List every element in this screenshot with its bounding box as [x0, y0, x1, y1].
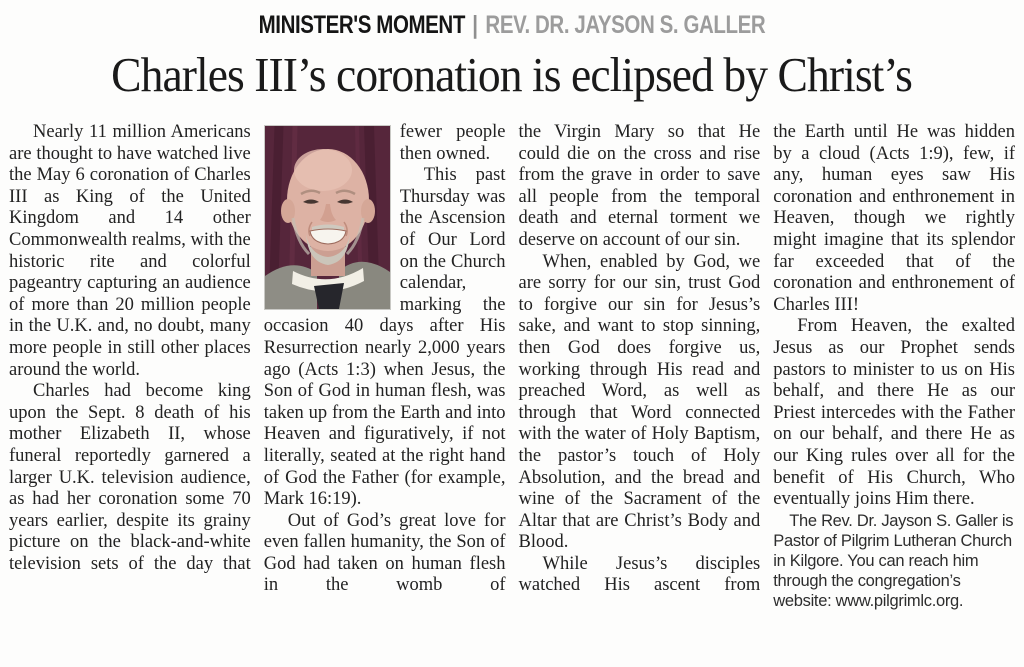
article-paragraph: While Jesus’s disciples watched His ascent from	[518, 553, 761, 596]
article-paragraph: This past Thursday was the Ascension of Our Lord on the Church calendar, marking the occasion 40 days after His Resurrection nearly 2,000 years ago (Acts 1:3) when Jesus, the Son of God in human flesh, was taken up from the Earth and into Heaven and figuratively, if not literally, seated at the right hand of God the Father (for example, Mark 16:19).	[263, 165, 506, 510]
column-3	[519, 122, 761, 666]
portrait-photo	[264, 125, 391, 310]
portrait-illustration	[265, 126, 390, 309]
article-paragraph: Nearly 11 million Americans are thought to have watched live the May 6 coronation of Charles III as King of the United Kingdom and 14 other Commonwealth realms, with the historic rite and colorful pageantry capturing an audience of more than 20 million people in the U.K. and, no doubt, many more people in still other places around the world.	[9, 122, 251, 380]
author-bio: The Rev. Dr. Jayson S. Galler is Pastor of Pilgrim Lutheran Church in Kilgore. You can reach him through the congregation’s website: www.pilgrimlc.org.	[773, 511, 1014, 610]
article-paragraph: Charles had become king upon the Sept. 8 death of his mother Elizabeth II, whose funeral reportedly garnered a larger U.K. television audience, as had her coronation some 70 years earlier, despite its grainy picture on the black-and-white television sets of the day that	[9, 381, 251, 574]
article-paragraph: Out of God’s great love for even fallen humanity, the Son of God had taken on human flesh in the womb of	[263, 510, 506, 596]
kicker-byline: REV. DR. JAYSON S. GALLER	[485, 11, 766, 39]
column-1	[9, 122, 251, 666]
article-paragraph: When, enabled by God, we are sorry for our sin, trust God to forgive our sin for Jesus’s sake, and want to stop sinning, then God does forgive us, working through His read and preached Word, as well as through that Word connected with the water of Holy Baptism, the pastor’s touch of Holy Absolution, and the bread and wine of the Sacrament of the Altar that are Christ’s Body and Blood.	[518, 251, 761, 553]
kicker-title: MINISTER'S MOMENT	[258, 11, 465, 39]
section-kicker	[9, 11, 1015, 41]
article-paragraph: fewer people then owned.	[399, 122, 506, 164]
article-paragraph: From Heaven, the exalted Jesus as our Prophet sends pastors to minister to us on His behalf, and there He as our Priest intercedes with the Father on our behalf, and there He as our King rules over all for the benefit of His Church, Who eventually joins Him there.	[773, 316, 1015, 510]
column-4	[773, 122, 1015, 666]
headline-text: Charles III’s coronation is eclipsed by Christ’s	[111, 47, 913, 102]
article-paragraph: the Virgin Mary so that He could die on the cross and rise from the grave in order to save all people from the temporal death and eternal torment we deserve on account of our sin.	[518, 122, 761, 250]
article-headline	[9, 47, 1015, 109]
kicker-separator: |	[472, 11, 479, 39]
article-paragraph: the Earth until He was hidden by a cloud (Acts 1:9), few, if any, human eyes saw His coronation and enthronement in Heaven, though we rightly might imagine that its splendor far exceeded that of the coronation and enthronement of Charles III!	[773, 122, 1015, 315]
column-2	[264, 122, 506, 666]
article-body	[9, 122, 1015, 666]
